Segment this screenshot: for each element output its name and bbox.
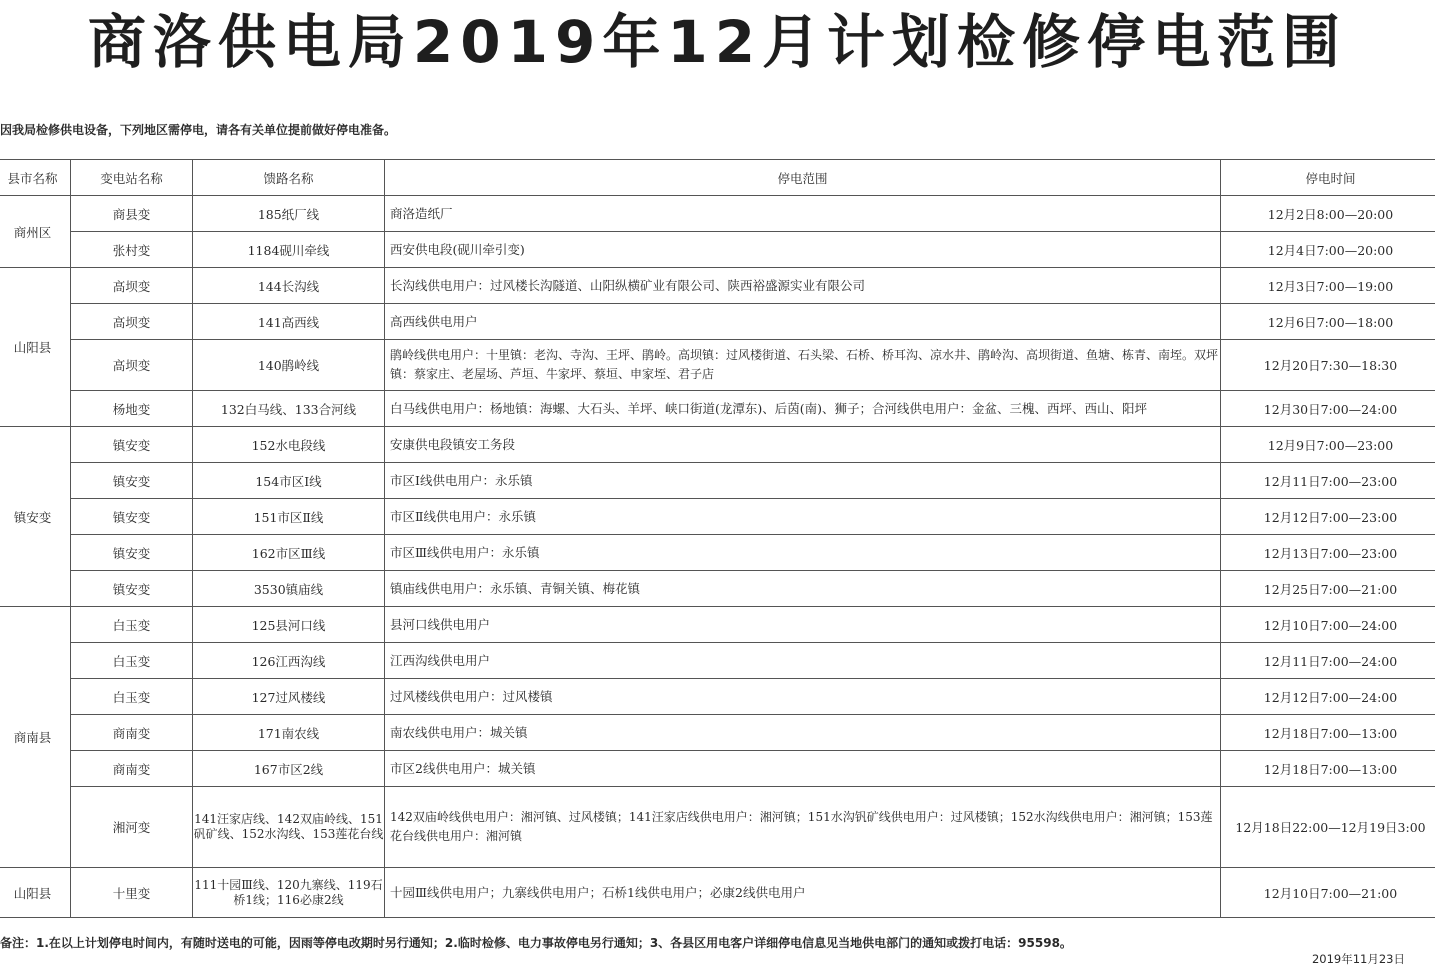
time-cell: 12月3日7:00—19:00 — [1221, 268, 1435, 304]
station-cell: 高坝变 — [71, 304, 193, 340]
station-cell: 镇安变 — [71, 463, 193, 499]
scope-cell: 西安供电段(砚川牵引变) — [385, 232, 1221, 268]
time-cell: 12月2日8:00—20:00 — [1221, 196, 1435, 232]
table-row — [0, 304, 1435, 340]
feeder-cell: 1184砚川牵线 — [193, 232, 385, 268]
station-cell: 镇安变 — [71, 535, 193, 571]
footnote: 备注：1.在以上计划停电时间内，有随时送电的可能，因雨等停电改期时另行通知；2.临时检修、电力事故停电另行通知；3、各县区用电客户详细停电信息见当地供电部门的通知或拨打电话：95598。 — [0, 936, 1072, 950]
station-cell: 白玉变 — [71, 607, 193, 643]
station-cell: 白玉变 — [71, 643, 193, 679]
table-row — [0, 232, 1435, 268]
feeder-cell: 171南农线 — [193, 715, 385, 751]
county-cell: 山阳县 — [0, 268, 71, 427]
scope-cell: 商洛造纸厂 — [385, 196, 1221, 232]
feeder-cell: 154市区Ⅰ线 — [193, 463, 385, 499]
station-cell: 张村变 — [71, 232, 193, 268]
feeder-cell: 152水电段线 — [193, 427, 385, 463]
scope-cell: 南农线供电用户：城关镇 — [385, 715, 1221, 751]
scope-cell: 白马线供电用户：杨地镇：海螺、大石头、羊坪、峡口街道(龙潭东)、后茵(南)、狮子；合河线供电用户：金盆、三槐、西坪、西山、阳坪 — [385, 391, 1221, 427]
table-row — [0, 535, 1435, 571]
table-row — [0, 196, 1435, 232]
table-row — [0, 427, 1435, 463]
feeder-cell: 3530镇庙线 — [193, 571, 385, 607]
station-cell: 镇安变 — [71, 571, 193, 607]
station-cell: 镇安变 — [71, 427, 193, 463]
scope-cell: 江西沟线供电用户 — [385, 643, 1221, 679]
table-header-row — [0, 160, 1435, 196]
table-row — [0, 391, 1435, 427]
scope-cell: 鹃岭线供电用户：十里镇：老沟、寺沟、王坪、鹃岭。高坝镇：过风楼街道、石头梁、石桥、桥耳沟、凉水井、鹃岭沟、高坝街道、鱼塘、栋青、南垤。双坪镇：蔡家庄、老屋场、芦垣、牛家坪、蔡垣、申家垤、君子店 — [385, 340, 1221, 391]
scope-cell: 十园Ⅲ线供电用户；九寨线供电用户；石桥1线供电用户；必康2线供电用户 — [385, 868, 1221, 918]
table-row — [0, 643, 1435, 679]
station-cell: 湘河变 — [71, 787, 193, 868]
station-cell: 杨地变 — [71, 391, 193, 427]
table-row — [0, 571, 1435, 607]
feeder-cell: 141高西线 — [193, 304, 385, 340]
county-cell: 山阳县 — [0, 868, 71, 918]
table-row — [0, 499, 1435, 535]
scope-cell: 市区Ⅰ线供电用户：永乐镇 — [385, 463, 1221, 499]
feeder-cell: 167市区2线 — [193, 751, 385, 787]
scope-cell: 市区Ⅱ线供电用户：永乐镇 — [385, 499, 1221, 535]
station-cell: 商县变 — [71, 196, 193, 232]
header-scope: 停电范围 — [385, 160, 1221, 196]
scope-cell: 高西线供电用户 — [385, 304, 1221, 340]
table-row — [0, 868, 1435, 918]
time-cell: 12月11日7:00—23:00 — [1221, 463, 1435, 499]
feeder-cell: 125县河口线 — [193, 607, 385, 643]
county-cell: 商南县 — [0, 607, 71, 868]
station-cell: 商南变 — [71, 751, 193, 787]
scope-cell: 142双庙岭线供电用户：湘河镇、过风楼镇；141汪家店线供电用户：湘河镇；151水沟钒矿线供电用户：过风楼镇；152水沟线供电用户：湘河镇；153莲花台线供电用户：湘河镇 — [385, 787, 1221, 868]
table-row — [0, 463, 1435, 499]
table-row — [0, 715, 1435, 751]
time-cell: 12月18日7:00—13:00 — [1221, 751, 1435, 787]
station-cell: 高坝变 — [71, 268, 193, 304]
station-cell: 十里变 — [71, 868, 193, 918]
feeder-cell: 126江西沟线 — [193, 643, 385, 679]
table-row — [0, 751, 1435, 787]
outage-table — [0, 159, 1435, 918]
time-cell: 12月10日7:00—21:00 — [1221, 868, 1435, 918]
feeder-cell: 141汪家店线、142双庙岭线、151矾矿线、152水沟线、153莲花台线 — [193, 787, 385, 868]
station-cell: 高坝变 — [71, 340, 193, 391]
feeder-cell: 185纸厂线 — [193, 196, 385, 232]
time-cell: 12月12日7:00—23:00 — [1221, 499, 1435, 535]
county-cell: 镇安变 — [0, 427, 71, 607]
table-body — [0, 196, 1435, 918]
table-row — [0, 787, 1435, 868]
table-row — [0, 679, 1435, 715]
feeder-cell: 151市区Ⅱ线 — [193, 499, 385, 535]
table-row — [0, 268, 1435, 304]
feeder-cell: 140鹃岭线 — [193, 340, 385, 391]
scope-cell: 县河口线供电用户 — [385, 607, 1221, 643]
time-cell: 12月13日7:00—23:00 — [1221, 535, 1435, 571]
time-cell: 12月9日7:00—23:00 — [1221, 427, 1435, 463]
time-cell: 12月20日7:30—18:30 — [1221, 340, 1435, 391]
county-cell: 商州区 — [0, 196, 71, 268]
feeder-cell: 144长沟线 — [193, 268, 385, 304]
time-cell: 12月12日7:00—24:00 — [1221, 679, 1435, 715]
header-station: 变电站名称 — [71, 160, 193, 196]
table-row — [0, 340, 1435, 391]
feeder-cell: 162市区Ⅲ线 — [193, 535, 385, 571]
station-cell: 镇安变 — [71, 499, 193, 535]
time-cell: 12月10日7:00—24:00 — [1221, 607, 1435, 643]
feeder-cell: 132白马线、133合河线 — [193, 391, 385, 427]
scope-cell: 市区2线供电用户：城关镇 — [385, 751, 1221, 787]
time-cell: 12月25日7:00—21:00 — [1221, 571, 1435, 607]
scope-cell: 安康供电段镇安工务段 — [385, 427, 1221, 463]
header-county: 县市名称 — [0, 160, 71, 196]
scope-cell: 市区Ⅲ线供电用户：永乐镇 — [385, 535, 1221, 571]
intro-text: 因我局检修供电设备，下列地区需停电，请各有关单位提前做好停电准备。 — [0, 123, 397, 137]
feeder-cell: 127过风楼线 — [193, 679, 385, 715]
scope-cell: 镇庙线供电用户：永乐镇、青铜关镇、梅花镇 — [385, 571, 1221, 607]
header-feeder: 馈路名称 — [193, 160, 385, 196]
page-title: 商洛供电局2019年12月计划检修停电范围 — [87, 8, 1348, 76]
scope-cell: 长沟线供电用户：过风楼长沟隧道、山阳纵横矿业有限公司、陕西裕盛源实业有限公司 — [385, 268, 1221, 304]
time-cell: 12月30日7:00—24:00 — [1221, 391, 1435, 427]
scope-cell: 过风楼线供电用户：过风楼镇 — [385, 679, 1221, 715]
time-cell: 12月18日22:00—12月19日3:00 — [1221, 787, 1435, 868]
time-cell: 12月6日7:00—18:00 — [1221, 304, 1435, 340]
header-time: 停电时间 — [1221, 160, 1435, 196]
feeder-cell: 111十园Ⅲ线、120九寨线、119石桥1线；116必康2线 — [193, 868, 385, 918]
station-cell: 商南变 — [71, 715, 193, 751]
station-cell: 白玉变 — [71, 679, 193, 715]
time-cell: 12月11日7:00—24:00 — [1221, 643, 1435, 679]
publish-date: 2019年11月23日 — [1311, 952, 1405, 966]
time-cell: 12月18日7:00—13:00 — [1221, 715, 1435, 751]
table-row — [0, 607, 1435, 643]
time-cell: 12月4日7:00—20:00 — [1221, 232, 1435, 268]
